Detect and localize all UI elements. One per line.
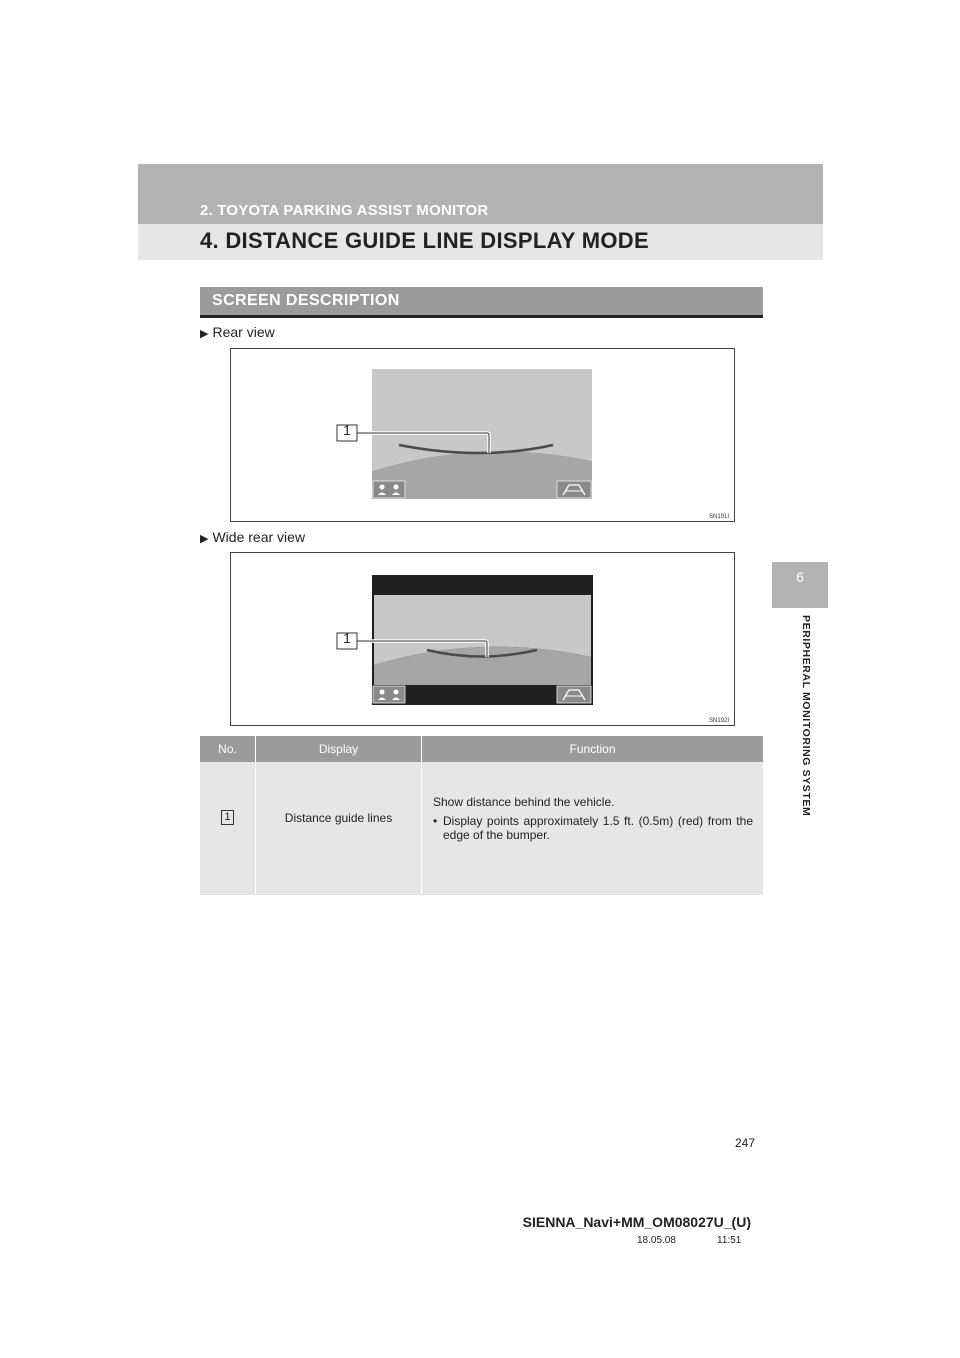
row-display-cell <box>256 762 422 895</box>
triangle-right-icon: ▶ <box>200 328 209 340</box>
chapter-title: PERIPHERAL MONITORING SYSTEM <box>800 615 812 817</box>
function-description: Show distance behind the vehicle. <box>433 795 615 809</box>
subsection-rule <box>200 315 763 318</box>
bullet-icon: • <box>433 814 438 828</box>
page-number: 247 <box>735 1136 756 1150</box>
column-header-no: No. <box>200 736 256 762</box>
print-time: 11:51 <box>717 1235 742 1246</box>
print-date: 18.05.08 <box>637 1235 676 1246</box>
row-function-cell <box>422 762 764 895</box>
figure-caption-rear: ▶ Rear view <box>200 324 275 340</box>
rear-view-illustration <box>231 349 734 521</box>
function-bullet-text: Display points approximately 1.5 ft. (0.5m) (red) from the edge of the bumper. <box>443 814 753 842</box>
table-header-row <box>200 736 763 762</box>
table-row <box>200 762 763 895</box>
callout-number: 1 <box>343 422 351 438</box>
wide-rear-view-illustration <box>231 553 734 725</box>
function-table <box>200 736 763 895</box>
section-label: 2. TOYOTA PARKING ASSIST MONITOR <box>200 202 489 219</box>
wide-rear-view-figure <box>230 552 735 726</box>
figure-caption-wide: ▶ Wide rear view <box>200 529 306 545</box>
row-number-cell <box>200 762 256 895</box>
view-mode-icon <box>557 481 591 498</box>
chapter-number: 6 <box>796 569 804 585</box>
page-title: 4. DISTANCE GUIDE LINE DISPLAY MODE <box>200 228 649 253</box>
sensor-icon <box>373 686 405 703</box>
figure-code: SN191I <box>709 514 730 520</box>
row-number: 1 <box>221 810 234 825</box>
column-header-function: Function <box>422 736 764 762</box>
column-header-display: Display <box>256 736 422 762</box>
subsection-title: SCREEN DESCRIPTION <box>212 292 400 309</box>
function-bullet <box>433 814 753 842</box>
rear-view-figure <box>230 348 735 522</box>
document-id: SIENNA_Navi+MM_OM08027U_(U) <box>522 1214 751 1230</box>
callout-number: 1 <box>343 630 351 646</box>
view-mode-icon <box>557 686 591 703</box>
sensor-icon <box>373 481 405 498</box>
row-display: Distance guide lines <box>284 811 393 825</box>
triangle-right-icon: ▶ <box>200 533 209 545</box>
figure-code: SN192I <box>709 718 730 724</box>
